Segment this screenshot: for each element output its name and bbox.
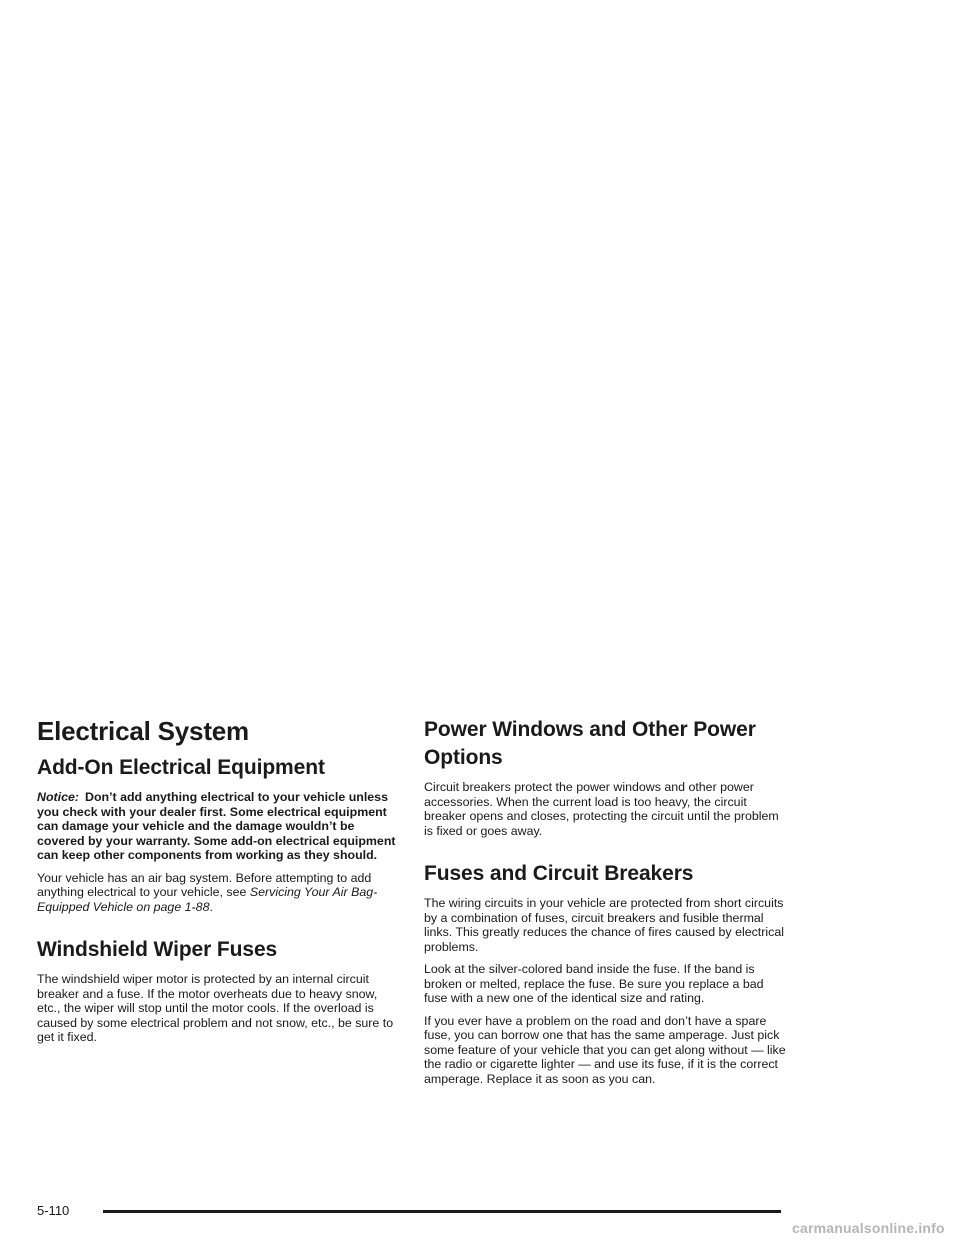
fuses-paragraph-1: The wiring circuits in your vehicle are protected from short circuits by a combination of fuses, circuit breakers and fusible thermal links. This greatly reduces the chance of fires caused by electrical problems. [424,896,784,954]
power-body: Circuit breakers protect the power windows and other power accessories. When the current load is too heavy, the circuit breaker opens and closes, protecting the circuit until the problem is fixed or goes away. [424,780,779,838]
notice-paragraph [37,790,402,863]
notice-label: Notice: [37,790,79,804]
airbag-reference: Servicing Your Air Bag-Equipped Vehicle on page 1-88 [37,885,378,914]
addon-body-text: Your vehicle has an air bag system. Before attempting to add anything electrical to your vehicle, see [37,870,372,899]
left-column [37,716,402,1053]
wiper-body: The windshield wiper motor is protected by an internal circuit breaker and a fuse. If the motor overheats due to heavy snow, etc., the wiper will stop until the motor cools. If the overload is caused by some electrical problem and not snow, etc., be sure to get it fixed. [37,972,394,1044]
right-column [424,716,789,1094]
fuses-paragraph-3: If you ever have a problem on the road and don’t have a spare fuse, you can borrow one that has the same amperage. Just pick some feature of your vehicle that you can get along without — like the radio or cigarette lighter — and use its fuse, if it is the correct amperage. Replace it as soon as you can. [424,1013,786,1086]
addon-heading: Add-On Electrical Equipment [37,756,325,779]
notice-text: Don’t add anything electrical to your vehicle unless you check with your dealer first. Some electrical equipment can damage your vehicle and the damage wouldn’t be covered by your warranty. Some add-on electrical equipment can keep other components from working as they should. [37,790,396,862]
footer-rule [103,1210,781,1213]
fuses-heading: Fuses and Circuit Breakers [424,862,694,885]
wiper-heading: Windshield Wiper Fuses [37,938,278,961]
watermark: carmanualsonline.info [792,1220,945,1236]
page-number: 5-110 [37,1203,70,1218]
addon-body [37,871,402,915]
addon-body-end: . [209,899,213,914]
power-heading: Power Windows and Other Power Options [424,718,756,769]
fuses-paragraph-2: Look at the silver-colored band inside the fuse. If the band is broken or melted, replace the fuse. Be sure you replace a bad fuse with a new one of the identical size and rating. [424,962,764,1005]
section-title: Electrical System [37,716,249,746]
